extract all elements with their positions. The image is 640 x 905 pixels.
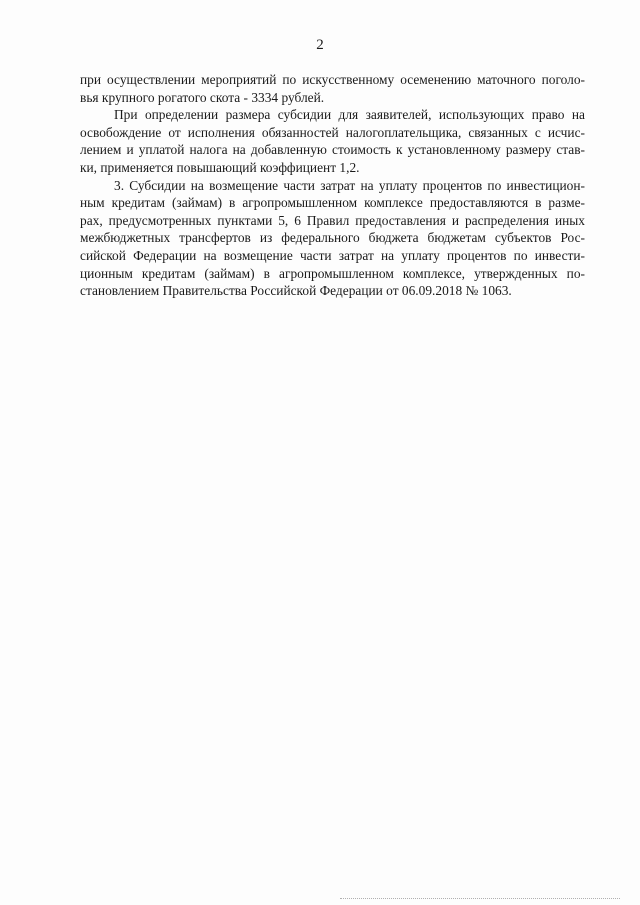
text-line: межбюджетных трансфертов из федерального бюджета бюджетам субъектов Рос- (80, 230, 585, 246)
paragraph-1 (80, 71, 585, 106)
paragraph-3 (80, 177, 585, 300)
text-line: лением и уплатой налога на добавленную стоимость к установленному размеру став- (80, 142, 585, 158)
scan-footer-mark (340, 896, 620, 899)
text-line: ки, применяется повышающий коэффициент 1,2. (80, 159, 360, 175)
text-line: сийской Федерации на возмещение части затрат на уплату процентов по инвести- (80, 247, 585, 263)
text-line: 3. Субсидии на возмещение части затрат на уплату процентов по инвестицион- (114, 177, 585, 193)
text-line: вья крупного рогатого скота - 3334 рублей. (80, 89, 325, 105)
text-line: становлением Правительства Российской Федерации от 06.09.2018 № 1063. (80, 283, 512, 299)
text-line: ным кредитам (займам) в агропромышленном комплексе предоставляются в разме- (80, 195, 585, 211)
document-body (80, 71, 585, 300)
text-line: ционным кредитам (займам) в агропромышленном комплексе, утвержденных по- (80, 265, 585, 281)
text-line: освобождение от исполнения обязанностей налогоплательщика, связанных с исчис- (80, 124, 585, 140)
text-line: при осуществлении мероприятий по искусственному осеменению маточного поголо- (80, 72, 585, 87)
text-line: рах, предусмотренных пунктами 5, 6 Правил предоставления и распределения иных (80, 212, 585, 228)
page-number: 2 (316, 37, 324, 53)
text-line: При определении размера субсидии для заявителей, использующих право на (114, 107, 585, 123)
paragraph-2 (80, 106, 585, 176)
